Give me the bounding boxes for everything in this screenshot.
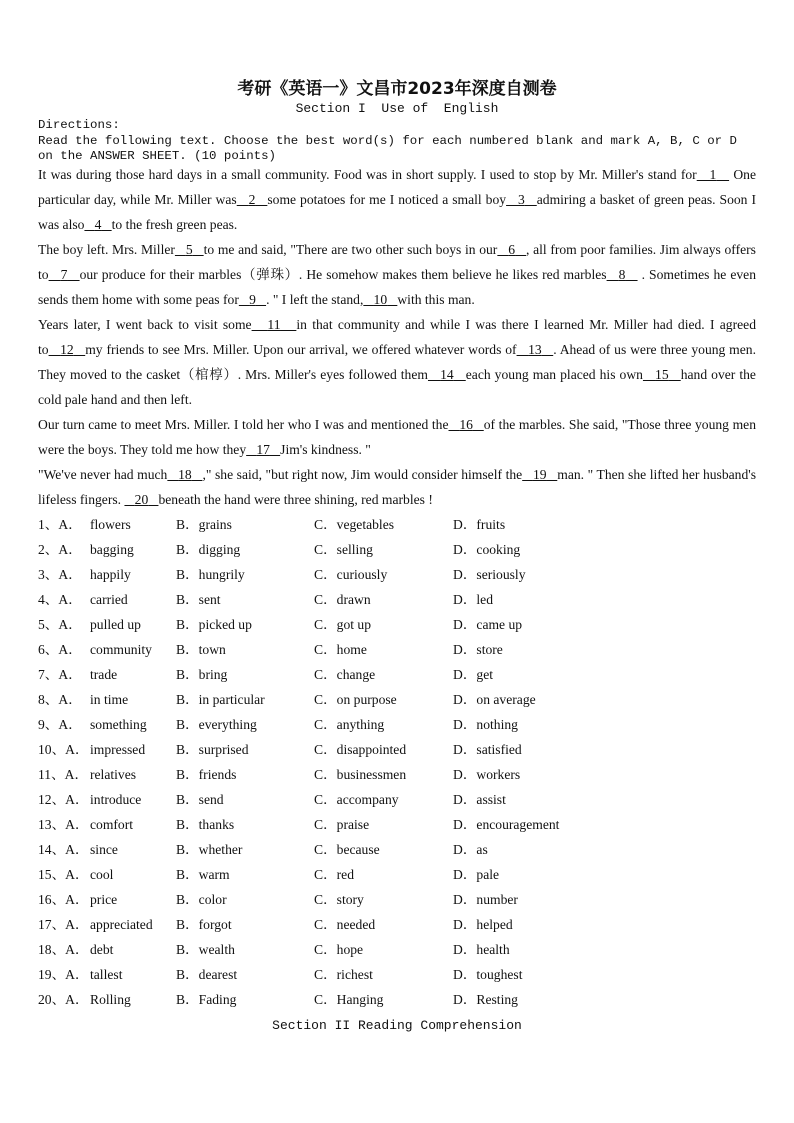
blank-6 xyxy=(497,242,526,257)
option-b: B．Fading xyxy=(176,992,237,1007)
option-c: C．red xyxy=(314,867,355,882)
blank-20 xyxy=(124,492,158,507)
option-c: C．on purpose xyxy=(314,692,397,707)
option-d: D．as xyxy=(453,842,488,857)
question-number: 13、A． xyxy=(38,817,89,832)
blank-3 xyxy=(506,192,537,207)
option-b: B．sent xyxy=(176,592,221,607)
option-b: B．wealth xyxy=(176,942,235,957)
blank-number: 2 xyxy=(248,192,256,207)
blank-number: 5 xyxy=(185,242,193,257)
passage-text: hand over the cold pale hand and then left. xyxy=(38,367,756,407)
passage-text: . " I left the stand, xyxy=(266,292,364,307)
option-c: C．needed xyxy=(314,917,376,932)
passage-text: some potatoes for me I noticed a small boy xyxy=(267,192,507,207)
blank-18 xyxy=(167,467,202,482)
answer-options xyxy=(38,512,756,1012)
directions xyxy=(38,118,758,165)
blank-number: 11 xyxy=(267,317,281,332)
question-row xyxy=(38,587,756,612)
question-number: 1、A． xyxy=(38,517,82,532)
blank-number: 15 xyxy=(655,367,669,382)
option-a: pulled up xyxy=(90,617,141,632)
passage-text: man. " Then she lifted her husband's lifeless fingers. xyxy=(38,467,757,507)
option-a: relatives xyxy=(90,767,137,782)
blank-5 xyxy=(175,242,204,257)
option-a: in time xyxy=(90,692,129,707)
passage-paragraph xyxy=(38,312,756,412)
blank-number: 7 xyxy=(60,267,68,282)
blank-10 xyxy=(363,292,397,307)
option-d: D．pale xyxy=(453,867,500,882)
blank-2 xyxy=(237,192,268,207)
passage-text: . Ahead of us were three young men. They moved to the casket（棺椁）. Mrs. Miller's eyes followed them xyxy=(38,342,756,382)
directions-text: Read the following text. Choose the best word(s) for each numbered blank and mark A, B, C or D on the ANSWER SHEET. (10 points) xyxy=(38,133,737,163)
page-title: 考研《英语一》文昌市2023年深度自测卷 xyxy=(237,79,557,99)
question-number: 6、A． xyxy=(38,642,82,657)
question-number: 7、A． xyxy=(38,667,82,682)
blank-number: 13 xyxy=(528,342,542,357)
question-number: 17、A． xyxy=(38,917,89,932)
option-d: D．fruits xyxy=(453,517,506,532)
option-c: C．because xyxy=(314,842,380,857)
question-number: 5、A． xyxy=(38,617,82,632)
passage-text: The boy left. Mrs. Miller xyxy=(38,242,175,257)
option-b: B．bring xyxy=(176,667,228,682)
blank-4 xyxy=(84,217,111,232)
option-a: trade xyxy=(90,667,118,682)
blank-number: 6 xyxy=(508,242,516,257)
question-number: 18、A． xyxy=(38,942,89,957)
option-b: B．surprised xyxy=(176,742,249,757)
blank-9 xyxy=(239,292,266,307)
question-number: 2、A． xyxy=(38,542,82,557)
blank-number: 20 xyxy=(134,492,149,507)
option-d: D．led xyxy=(453,592,494,607)
option-a: introduce xyxy=(90,792,142,807)
blank-number: 18 xyxy=(178,467,192,482)
question-number: 8、A． xyxy=(38,692,82,707)
question-number: 11、A． xyxy=(38,767,89,782)
question-row xyxy=(38,837,756,862)
option-a: impressed xyxy=(90,742,146,757)
blank-number: 17 xyxy=(256,442,270,457)
passage-text: to the fresh green peas. xyxy=(111,217,238,232)
question-row xyxy=(38,712,756,737)
question-row xyxy=(38,812,756,837)
passage-text: beneath the hand were three shining, red marbles ! xyxy=(158,492,433,507)
blank-number: 4 xyxy=(94,217,102,232)
option-b: B．warm xyxy=(176,867,230,882)
passage-paragraph xyxy=(38,162,756,237)
option-a: Rolling xyxy=(90,992,131,1007)
passage-paragraph xyxy=(38,237,756,312)
option-c: C．anything xyxy=(314,717,385,732)
question-row xyxy=(38,562,756,587)
question-row xyxy=(38,862,756,887)
option-a: community xyxy=(90,642,152,657)
question-row xyxy=(38,612,756,637)
blank-12 xyxy=(49,342,86,357)
option-c: C．change xyxy=(314,667,376,682)
blank-19 xyxy=(522,467,557,482)
blank-14 xyxy=(428,367,466,382)
option-d: D．encouragement xyxy=(453,817,560,832)
option-a: flowers xyxy=(90,517,131,532)
question-number: 16、A． xyxy=(38,892,89,907)
blank-17 xyxy=(246,442,280,457)
option-b: B．digging xyxy=(176,542,241,557)
question-row xyxy=(38,887,756,912)
blank-number: 12 xyxy=(60,342,74,357)
passage-text: each young man placed his own xyxy=(465,367,643,382)
section-heading-2: Section II Reading Comprehension xyxy=(272,1018,522,1033)
option-d: D．health xyxy=(453,942,510,957)
option-a: carried xyxy=(90,592,128,607)
passage-text: Years later, I went back to visit some xyxy=(38,317,252,332)
option-b: B．picked up xyxy=(176,617,252,632)
option-d: D．workers xyxy=(453,767,521,782)
blank-1 xyxy=(697,167,729,182)
passage-text: "We've never had much xyxy=(38,467,168,482)
option-a: comfort xyxy=(90,817,134,832)
option-a: happily xyxy=(90,567,131,582)
passage-text: in that community and while I was there I learned Mr. Miller had died. I agreed to xyxy=(38,317,756,357)
option-d: D．on average xyxy=(453,692,536,707)
option-c: C．curiously xyxy=(314,567,388,582)
question-number: 3、A． xyxy=(38,567,82,582)
passage-text: admiring a basket of green peas. Soon I was also xyxy=(38,192,756,232)
question-row xyxy=(38,637,756,662)
passage-paragraph xyxy=(38,412,756,462)
option-b: B．friends xyxy=(176,767,237,782)
passage-text: ," she said, "but right now, Jim would consider himself the xyxy=(202,467,523,482)
option-d: D．assist xyxy=(453,792,506,807)
blank-15 xyxy=(643,367,681,382)
question-row xyxy=(38,662,756,687)
option-b: B．send xyxy=(176,792,224,807)
option-b: B．grains xyxy=(176,517,232,532)
option-d: D．get xyxy=(453,667,494,682)
question-row xyxy=(38,912,756,937)
question-number: 4、A． xyxy=(38,592,82,607)
option-c: C．hope xyxy=(314,942,364,957)
option-b: B．town xyxy=(176,642,226,657)
option-d: D．came up xyxy=(453,617,523,632)
blank-number: 1 xyxy=(709,167,717,182)
option-c: C．vegetables xyxy=(314,517,395,532)
option-d: D．store xyxy=(453,642,503,657)
passage-text: It was during those hard days in a small community. Food was in short supply. I used to stop by Mr. Miller's stand for xyxy=(38,167,697,182)
option-c: C．Hanging xyxy=(314,992,384,1007)
option-d: D．Resting xyxy=(453,992,518,1007)
option-a: cool xyxy=(90,867,114,882)
option-d: D．toughest xyxy=(453,967,523,982)
option-a: something xyxy=(90,717,147,732)
question-number: 12、A． xyxy=(38,792,89,807)
question-number: 14、A． xyxy=(38,842,89,857)
option-b: B．color xyxy=(176,892,227,907)
blank-number: 19 xyxy=(532,467,547,482)
option-a: since xyxy=(90,842,118,857)
question-number: 20、A． xyxy=(38,992,89,1007)
option-b: B．in particular xyxy=(176,692,265,707)
question-row xyxy=(38,762,756,787)
passage-text: to me and said, "There are two other such boys in our xyxy=(203,242,498,257)
question-row xyxy=(38,937,756,962)
passage-text: One particular day, while Mr. Miller was xyxy=(38,167,757,207)
option-d: D．satisfied xyxy=(453,742,522,757)
option-b: B．dearest xyxy=(176,967,238,982)
blank-13 xyxy=(517,342,554,357)
section-heading: Section I Use of English xyxy=(295,101,499,116)
option-b: B．everything xyxy=(176,717,257,732)
question-row xyxy=(38,962,756,987)
option-c: C．praise xyxy=(314,817,370,832)
passage-text: . Sometimes he even sends them home with some peas for xyxy=(38,267,756,307)
cloze-passage xyxy=(38,162,756,512)
option-b: B．thanks xyxy=(176,817,235,832)
option-c: C．story xyxy=(314,892,364,907)
question-number: 19、A． xyxy=(38,967,89,982)
passage-text: my friends to see Mrs. Miller. Upon our arrival, we offered whatever words of xyxy=(85,342,517,357)
question-row xyxy=(38,987,756,1012)
option-c: C．accompany xyxy=(314,792,399,807)
passage-text: with this man. xyxy=(397,292,475,307)
option-c: C．got up xyxy=(314,617,372,632)
blank-8 xyxy=(607,267,638,282)
blank-number: 3 xyxy=(518,192,525,207)
question-row xyxy=(38,537,756,562)
question-row xyxy=(38,787,756,812)
option-d: D．helped xyxy=(453,917,513,932)
question-row xyxy=(38,512,756,537)
option-d: D．nothing xyxy=(453,717,518,732)
option-c: C．businessmen xyxy=(314,767,407,782)
blank-11 xyxy=(252,317,297,332)
passage-text: of the marbles. She said, "Those three young men were the boys. They told me how they xyxy=(38,417,756,457)
question-row xyxy=(38,737,756,762)
question-number: 10、A． xyxy=(38,742,89,757)
question-number: 15、A． xyxy=(38,867,89,882)
passage-text: Our turn came to meet Mrs. Miller. I told her who I was and mentioned the xyxy=(38,417,449,432)
blank-number: 10 xyxy=(373,292,388,307)
question-number: 9、A． xyxy=(38,717,82,732)
option-a: appreciated xyxy=(90,917,153,932)
passage-paragraph xyxy=(38,462,756,512)
passage-text: , all from poor families. Jim always offers to xyxy=(38,242,756,282)
question-row xyxy=(38,687,756,712)
option-c: C．richest xyxy=(314,967,373,982)
option-a: tallest xyxy=(90,967,123,982)
option-c: C．selling xyxy=(314,542,373,557)
option-d: D．seriously xyxy=(453,567,526,582)
option-a: price xyxy=(90,892,118,907)
option-b: B．whether xyxy=(176,842,243,857)
option-b: B．forgot xyxy=(176,917,232,932)
blank-7 xyxy=(49,267,80,282)
blank-number: 8 xyxy=(618,267,626,282)
blank-number: 16 xyxy=(459,417,473,432)
option-a: debt xyxy=(90,942,114,957)
blank-number: 14 xyxy=(440,367,454,382)
option-c: C．drawn xyxy=(314,592,371,607)
option-c: C．home xyxy=(314,642,367,657)
directions-label: Directions: xyxy=(38,118,120,132)
option-d: D．cooking xyxy=(453,542,521,557)
option-a: bagging xyxy=(90,542,134,557)
option-c: C．disappointed xyxy=(314,742,407,757)
option-d: D．number xyxy=(453,892,518,907)
option-b: B．hungrily xyxy=(176,567,245,582)
blank-16 xyxy=(449,417,484,432)
passage-text: Jim's kindness. " xyxy=(280,442,371,457)
blank-number: 9 xyxy=(249,292,256,307)
passage-text: our produce for their marbles（弹珠）. He somehow makes them believe he likes red marbles xyxy=(79,267,607,282)
